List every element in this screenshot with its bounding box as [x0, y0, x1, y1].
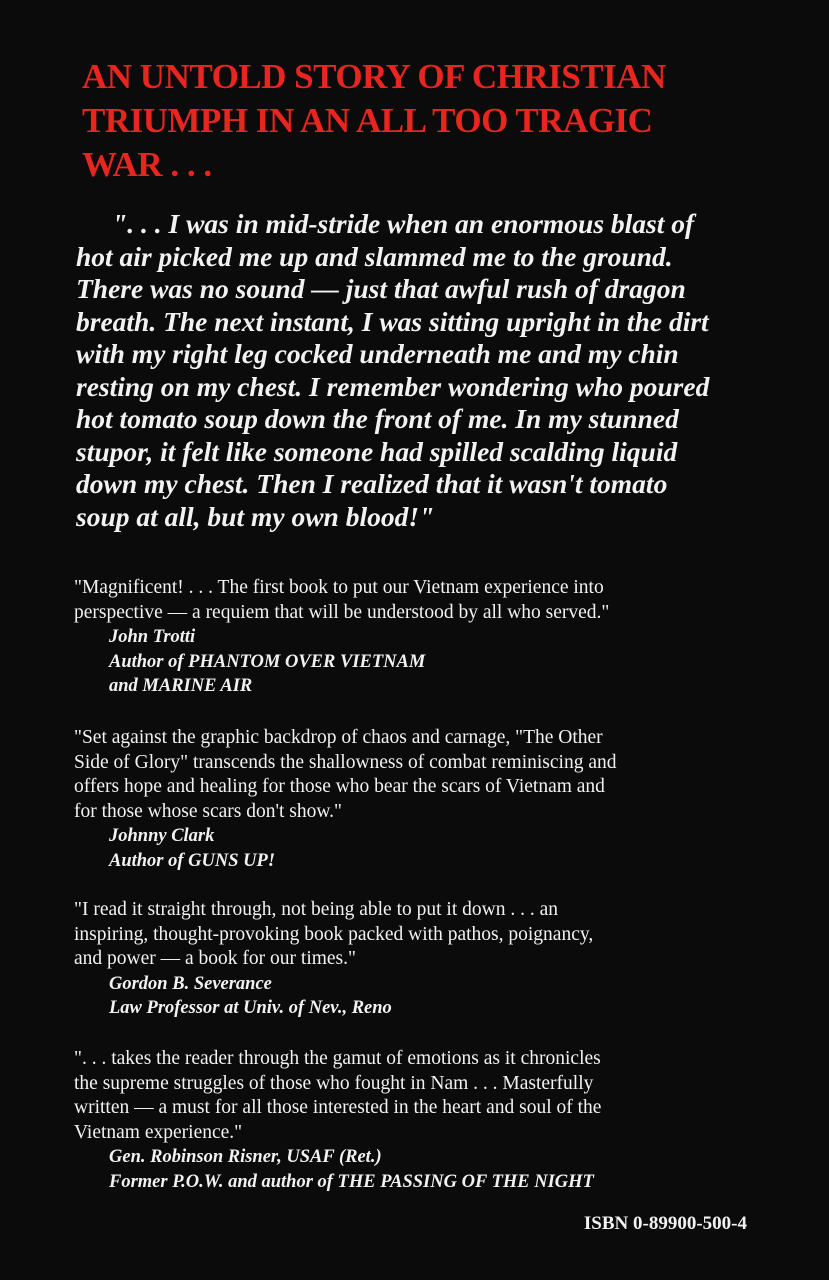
excerpt-line: stupor, it felt like someone had spilled scalding liquid: [76, 435, 678, 467]
review-quote: [74, 726, 764, 824]
reviewer-name: Johnny Clark: [109, 826, 215, 846]
review-quote-line: inspiring, thought-provoking book packed with pathos, poignancy,: [74, 923, 594, 945]
reviewer-credit: and MARINE AIR: [109, 676, 253, 696]
excerpt-line: ". . . I was in mid-stride when an enormous blast of: [112, 208, 695, 239]
reviewer-name: Gen. Robinson Risner, USAF (Ret.): [109, 1147, 382, 1167]
reviewer-credit: Author of PHANTOM OVER VIETNAM: [109, 651, 426, 672]
excerpt-line: resting on my chest. I remember wondering who poured: [76, 370, 710, 402]
review-quote-line: "Magnificent! . . . The first book to put our Vietnam experience into: [74, 577, 604, 598]
review-quote-line: and power — a book for our times.": [74, 948, 356, 969]
review-trotti: [74, 576, 764, 699]
excerpt-line: There was no sound — just that awful rush of dragon: [76, 273, 686, 304]
review-quote-line: offers hope and healing for those who bear the scars of Vietnam and: [74, 776, 605, 797]
review-attribution: [74, 824, 764, 873]
reviewer-credit: Author of GUNS UP!: [109, 850, 276, 871]
review-quote-line: "I read it straight through, not being able to put it down . . . an: [74, 899, 558, 920]
reviewer-name: Gordon B. Severance: [109, 973, 272, 994]
excerpt-line: breath. The next instant, I was sitting upright in the dirt: [76, 305, 709, 337]
review-quote-line: ". . . takes the reader through the gamut of emotions as it chronicles: [74, 1048, 601, 1069]
review-severance: [74, 898, 764, 1021]
review-quote-line: perspective — a requiem that will be understood by all who served.": [74, 601, 610, 623]
excerpt-line: with my right leg cocked underneath me and my chin: [76, 338, 679, 369]
headline: [82, 55, 782, 187]
review-quote: [74, 898, 764, 972]
excerpt-quote: [76, 208, 766, 533]
headline-line: WAR . . .: [82, 145, 212, 184]
review-attribution: [74, 1145, 764, 1194]
review-quote: [74, 1047, 764, 1145]
review-quote-line: "Set against the graphic backdrop of chaos and carnage, "The Other: [74, 727, 603, 748]
headline-line: AN UNTOLD STORY OF CHRISTIAN: [82, 57, 666, 96]
review-risner: [74, 1047, 764, 1194]
review-attribution: [74, 625, 764, 699]
excerpt-line: hot tomato soup down the front of me. In my stunned: [76, 403, 679, 434]
reviewer-name: John Trotti: [109, 627, 196, 647]
review-quote-line: written — a must for all those interested in the heart and soul of the: [74, 1097, 602, 1118]
reviewer-credit: Law Professor at Univ. of Nev., Reno: [109, 998, 392, 1018]
isbn-number: ISBN 0-89900-500-4: [583, 1213, 747, 1234]
review-quote-line: the supreme struggles of those who fought in Nam . . . Masterfully: [74, 1072, 594, 1094]
excerpt-line: hot air picked me up and slammed me to the ground.: [76, 240, 673, 272]
review-quote-line: for those whose scars don't show.": [74, 800, 343, 822]
review-clark: [74, 726, 764, 873]
headline-line: TRIUMPH IN AN ALL TOO TRAGIC: [82, 101, 653, 140]
review-quote-line: Vietnam experience.": [74, 1121, 243, 1143]
excerpt-line: soup at all, but my own blood!": [76, 500, 435, 532]
review-quote: [74, 576, 764, 625]
reviewer-credit: Former P.O.W. and author of THE PASSING OF THE NIGHT: [109, 1171, 594, 1192]
excerpt-line: down my chest. Then I realized that it wasn't tomato: [76, 468, 668, 499]
review-quote-line: Side of Glory" transcends the shallowness of combat reminiscing and: [74, 751, 617, 773]
review-attribution: [74, 972, 764, 1021]
